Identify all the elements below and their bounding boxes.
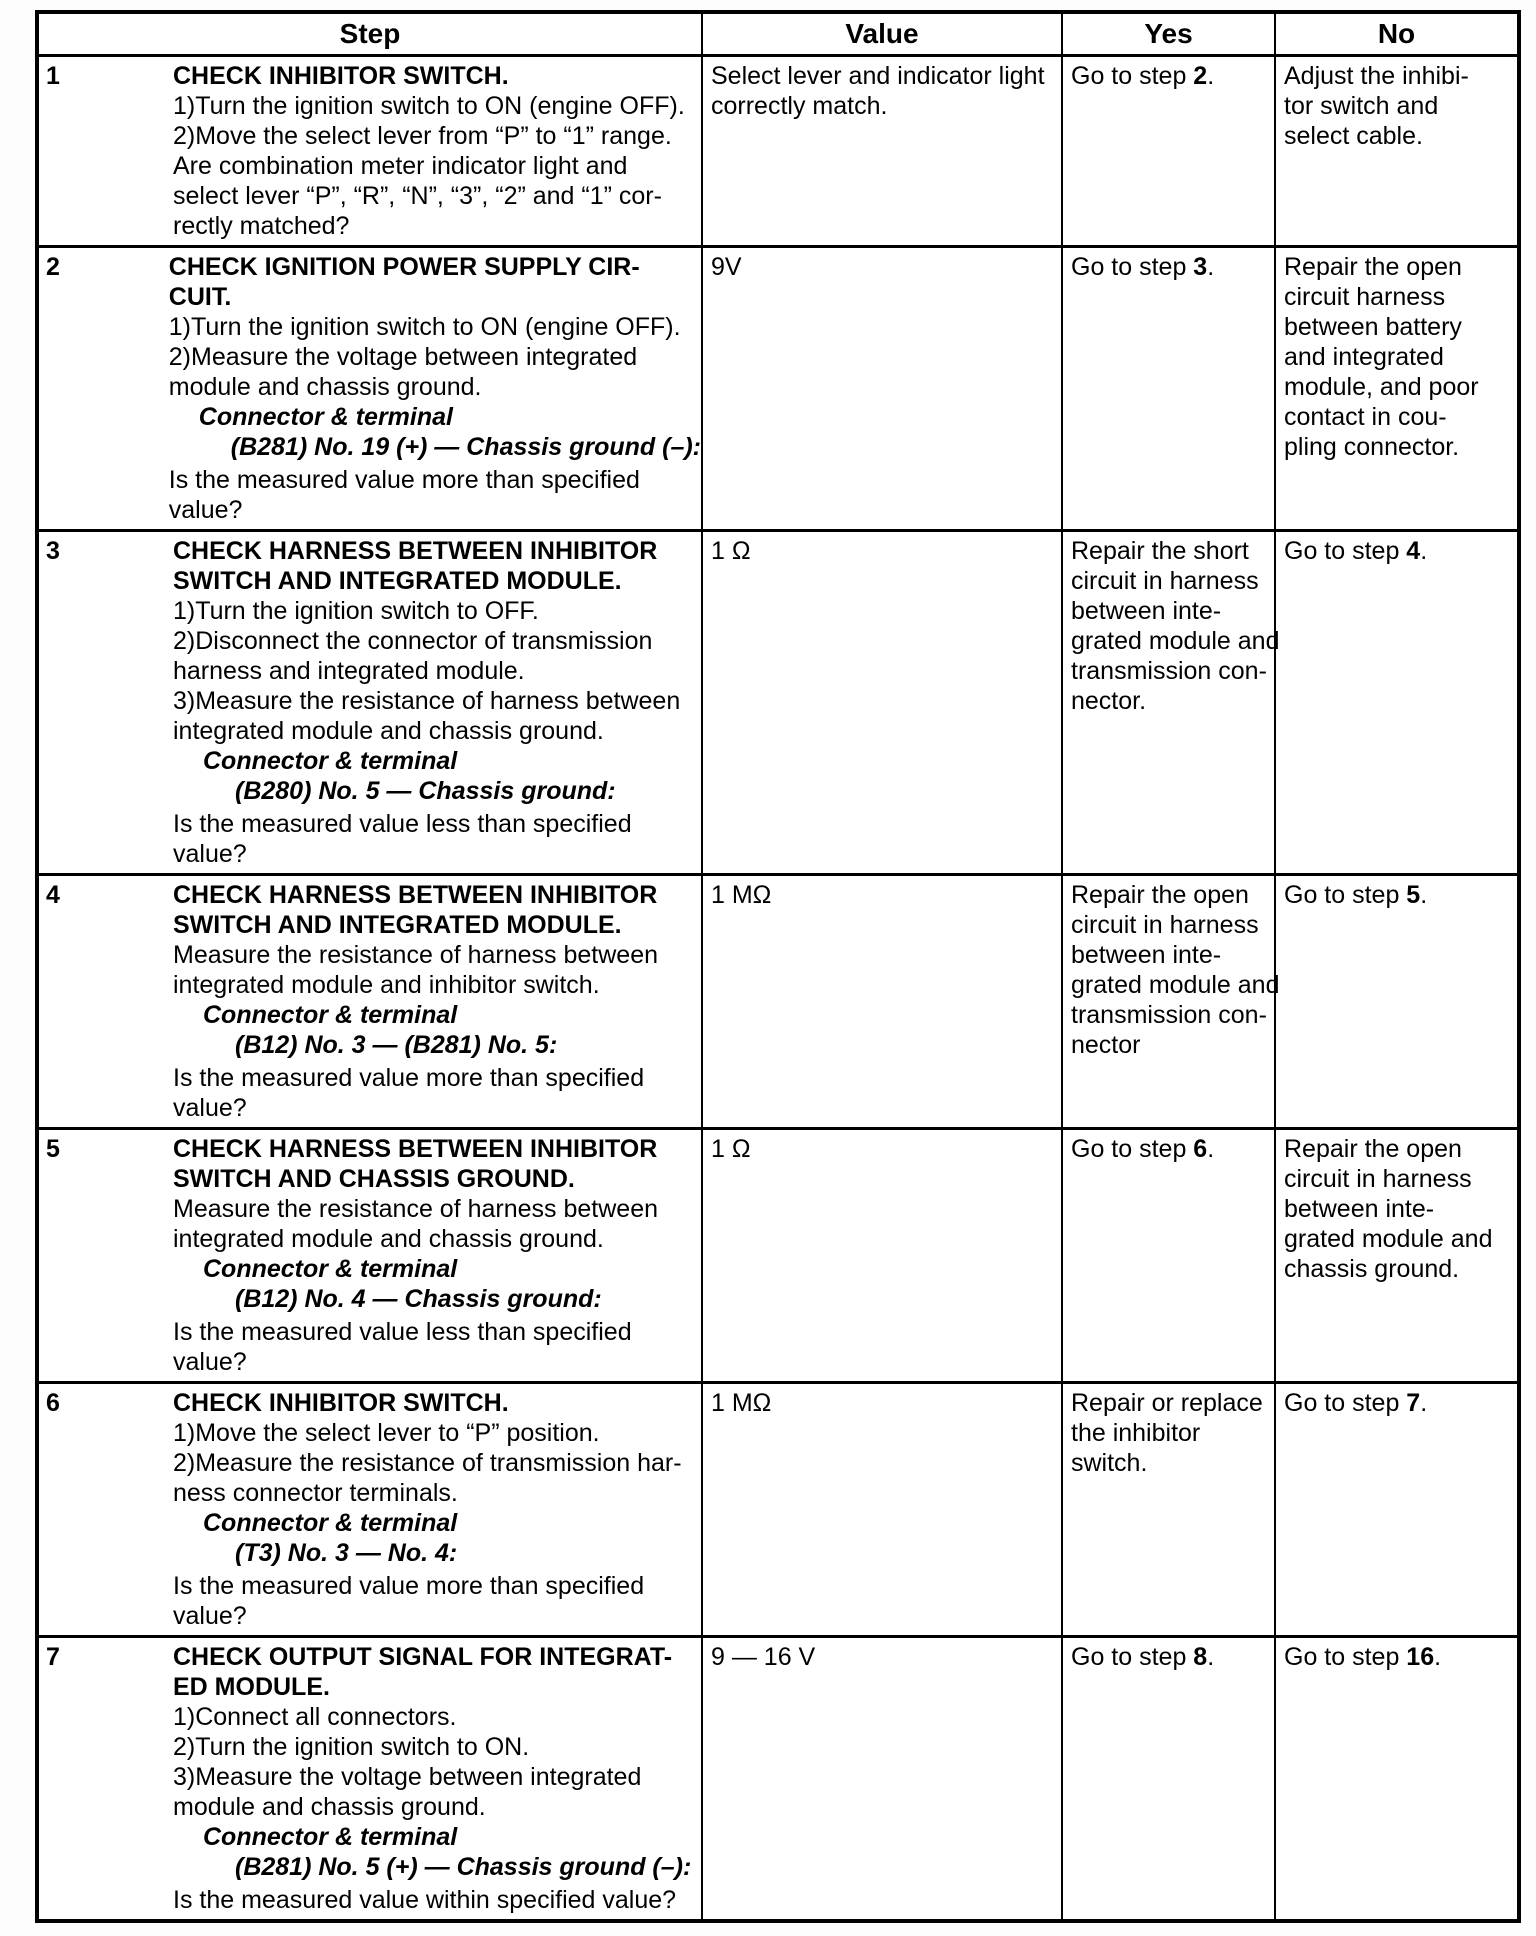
no-line: pling connector.	[1284, 433, 1460, 461]
no-line: Go to step 5.	[1284, 881, 1428, 909]
diagnostic-table	[35, 10, 1521, 1923]
step-line: select lever “P”, “R”, “N”, “3”, “2” and “1” cor-	[173, 182, 662, 210]
yes-line: nector.	[1071, 687, 1147, 715]
yes-line: nector	[1071, 1031, 1141, 1059]
step-line: integrated module and inhibitor switch.	[173, 971, 600, 999]
step-line: value?	[173, 840, 247, 868]
yes-line: switch.	[1071, 1449, 1148, 1477]
no-cell	[1274, 1638, 1517, 1919]
yes-cell	[1061, 876, 1280, 1127]
step-line: CHECK IGNITION POWER SUPPLY CIR-	[168, 253, 640, 281]
no-line: module, and poor	[1284, 373, 1479, 401]
yes-line: between inte-	[1071, 597, 1222, 625]
step-line: (B280) No. 5 — Chassis ground:	[235, 777, 616, 805]
no-line: chassis ground.	[1284, 1255, 1460, 1283]
value-line: 1 MΩ	[711, 881, 772, 909]
step-line: 1)Turn the ignition switch to ON (engine OFF).	[168, 313, 681, 341]
step-line: 2)Turn the ignition switch to ON.	[173, 1733, 530, 1761]
step-line: 3)Measure the resistance of harness between	[173, 687, 681, 715]
value-line: 9 — 16 V	[711, 1643, 816, 1671]
step-line: SWITCH AND INTEGRATED MODULE.	[173, 567, 622, 595]
step-line: 3)Measure the voltage between integrated	[173, 1763, 642, 1791]
step-line: CHECK INHIBITOR SWITCH.	[173, 1389, 509, 1417]
step-line: 1)Connect all connectors.	[173, 1703, 457, 1731]
no-line: Go to step 4.	[1284, 537, 1428, 565]
step-content	[173, 1642, 701, 1915]
yes-line: transmission con-	[1071, 657, 1267, 685]
value-cell	[701, 57, 1061, 245]
no-line: grated module and	[1284, 1225, 1493, 1253]
step-line: CHECK OUTPUT SIGNAL FOR INTEGRAT-	[173, 1643, 673, 1671]
table-row	[39, 529, 1517, 873]
no-line: Repair the open	[1284, 1135, 1462, 1163]
step-line: ED MODULE.	[173, 1673, 330, 1701]
step-line: (B281) No. 5 (+) — Chassis ground (–):	[235, 1853, 692, 1881]
value-line: correctly match.	[711, 92, 888, 120]
value-line: 1 Ω	[711, 1135, 751, 1163]
step-line: Connector & terminal	[203, 747, 458, 775]
value-line: 1 Ω	[711, 537, 751, 565]
table-row	[39, 54, 1517, 245]
yes-line: between inte-	[1071, 941, 1222, 969]
yes-cell	[1061, 532, 1280, 873]
no-line: circuit harness	[1284, 283, 1446, 311]
table-header-row	[39, 14, 1517, 54]
yes-line: grated module and	[1071, 971, 1280, 999]
step-number: 2	[46, 253, 60, 281]
step-line: ness connector terminals.	[173, 1479, 458, 1507]
step-cell	[39, 1130, 701, 1381]
yes-line: Repair or replace	[1071, 1389, 1263, 1417]
step-cell	[39, 876, 701, 1127]
step-line: SWITCH AND INTEGRATED MODULE.	[173, 911, 622, 939]
step-number: 5	[46, 1135, 60, 1163]
step-cell	[39, 57, 701, 245]
step-line: CHECK INHIBITOR SWITCH.	[173, 62, 509, 90]
step-number: 3	[46, 537, 60, 565]
no-line: contact in cou-	[1284, 403, 1447, 431]
step-line: value?	[173, 1602, 247, 1630]
yes-cell	[1061, 1384, 1274, 1635]
column-header-value: Value	[701, 14, 1061, 54]
step-line: 1)Move the select lever to “P” position.	[173, 1419, 600, 1447]
yes-line: Repair the open	[1071, 881, 1249, 909]
step-line: (B281) No. 19 (+) — Chassis ground (–):	[230, 433, 701, 461]
step-line: integrated module and chassis ground.	[173, 1225, 604, 1253]
step-line: Is the measured value within specified value?	[173, 1886, 677, 1914]
yes-line: Repair the short	[1071, 537, 1249, 565]
yes-line: Go to step 8.	[1071, 1643, 1215, 1671]
step-line: Is the measured value less than specified	[173, 810, 632, 838]
step-line: module and chassis ground.	[173, 1793, 486, 1821]
value-cell	[701, 532, 1061, 873]
no-cell	[1274, 1384, 1517, 1635]
step-line: Is the measured value more than specified	[173, 1064, 645, 1092]
no-line: Go to step 16.	[1284, 1643, 1442, 1671]
table-row	[39, 245, 1517, 529]
step-content	[173, 61, 701, 241]
step-line: module and chassis ground.	[168, 373, 482, 401]
no-cell	[1274, 876, 1517, 1127]
step-line: Measure the resistance of harness between	[173, 1195, 658, 1223]
step-line: Is the measured value less than specified	[173, 1318, 632, 1346]
value-line: Select lever and indicator light	[711, 62, 1045, 90]
column-header-yes: Yes	[1061, 14, 1274, 54]
step-line: (B12) No. 3 — (B281) No. 5:	[235, 1031, 558, 1059]
no-cell	[1274, 248, 1517, 529]
step-line: CHECK HARNESS BETWEEN INHIBITOR	[173, 881, 658, 909]
step-line: CHECK HARNESS BETWEEN INHIBITOR	[173, 1135, 658, 1163]
step-content	[173, 1388, 701, 1631]
step-line: 2)Move the select lever from “P” to “1” range.	[173, 122, 672, 150]
step-line: 1)Turn the ignition switch to OFF.	[173, 597, 539, 625]
step-cell	[39, 532, 701, 873]
yes-cell	[1061, 57, 1274, 245]
step-line: (T3) No. 3 — No. 4:	[235, 1539, 458, 1567]
step-line: CUIT.	[168, 283, 232, 311]
yes-line: the inhibitor	[1071, 1419, 1201, 1447]
table-row	[39, 1127, 1517, 1381]
value-cell	[701, 1130, 1061, 1381]
step-line: (B12) No. 4 — Chassis ground:	[235, 1285, 602, 1313]
step-line: Connector & terminal	[198, 403, 453, 431]
step-line: 2)Measure the resistance of transmission har-	[173, 1449, 682, 1477]
step-line: integrated module and chassis ground.	[173, 717, 604, 745]
value-line: 1 MΩ	[711, 1389, 772, 1417]
yes-line: transmission con-	[1071, 1001, 1267, 1029]
step-cell	[39, 248, 701, 529]
step-line: Connector & terminal	[203, 1001, 458, 1029]
step-line: 2)Disconnect the connector of transmission	[173, 627, 653, 655]
step-number: 1	[46, 62, 60, 90]
step-cell	[39, 1384, 701, 1635]
no-cell	[1274, 532, 1517, 873]
step-line: Are combination meter indicator light and	[173, 152, 628, 180]
no-line: and integrated	[1284, 343, 1444, 371]
no-line: select cable.	[1284, 122, 1423, 150]
yes-line: Go to step 3.	[1071, 253, 1215, 281]
step-line: CHECK HARNESS BETWEEN INHIBITOR	[173, 537, 658, 565]
yes-line: grated module and	[1071, 627, 1280, 655]
step-content	[173, 1134, 701, 1377]
table-body	[39, 54, 1517, 1919]
step-number: 7	[46, 1643, 60, 1671]
step-line: value?	[173, 1348, 247, 1376]
no-cell	[1274, 57, 1517, 245]
step-line: Connector & terminal	[203, 1509, 458, 1537]
step-line: harness and integrated module.	[173, 657, 525, 685]
value-cell	[701, 876, 1061, 1127]
yes-line: Go to step 6.	[1071, 1135, 1215, 1163]
step-content	[173, 880, 701, 1123]
no-line: Repair the open	[1284, 253, 1462, 281]
yes-line: circuit in harness	[1071, 911, 1259, 939]
step-content	[173, 536, 701, 869]
no-line: circuit in harness	[1284, 1165, 1472, 1193]
step-cell	[39, 1638, 701, 1919]
value-line: 9V	[711, 253, 742, 281]
table-row	[39, 1635, 1517, 1919]
no-line: tor switch and	[1284, 92, 1439, 120]
no-line: Adjust the inhibi-	[1284, 62, 1469, 90]
value-cell	[701, 248, 1061, 529]
no-line: Go to step 7.	[1284, 1389, 1428, 1417]
step-content	[169, 252, 701, 525]
step-line: 1)Turn the ignition switch to ON (engine OFF).	[173, 92, 685, 120]
value-cell	[701, 1384, 1061, 1635]
table-row	[39, 873, 1517, 1127]
step-line: value?	[168, 496, 243, 524]
yes-cell	[1061, 1638, 1274, 1919]
no-cell	[1274, 1130, 1517, 1381]
step-line: Is the measured value more than specified	[173, 1572, 645, 1600]
yes-cell	[1061, 1130, 1274, 1381]
yes-cell	[1061, 248, 1274, 529]
column-header-step: Step	[339, 18, 401, 49]
step-line: value?	[173, 1094, 247, 1122]
step-line: Measure the resistance of harness between	[173, 941, 658, 969]
step-line: 2)Measure the voltage between integrated	[168, 343, 638, 371]
step-line: Connector & terminal	[203, 1823, 458, 1851]
no-line: between inte-	[1284, 1195, 1435, 1223]
yes-line: circuit in harness	[1071, 567, 1259, 595]
value-cell	[701, 1638, 1061, 1919]
step-number: 6	[46, 1389, 60, 1417]
column-header-no: No	[1274, 14, 1517, 54]
step-line: rectly matched?	[173, 212, 350, 240]
step-line: Is the measured value more than specified	[168, 466, 640, 494]
table-row	[39, 1381, 1517, 1635]
step-line: SWITCH AND CHASSIS GROUND.	[173, 1165, 575, 1193]
no-line: between battery	[1284, 313, 1462, 341]
step-line: Connector & terminal	[203, 1255, 458, 1283]
yes-line: Go to step 2.	[1071, 62, 1215, 90]
step-number: 4	[46, 881, 60, 909]
